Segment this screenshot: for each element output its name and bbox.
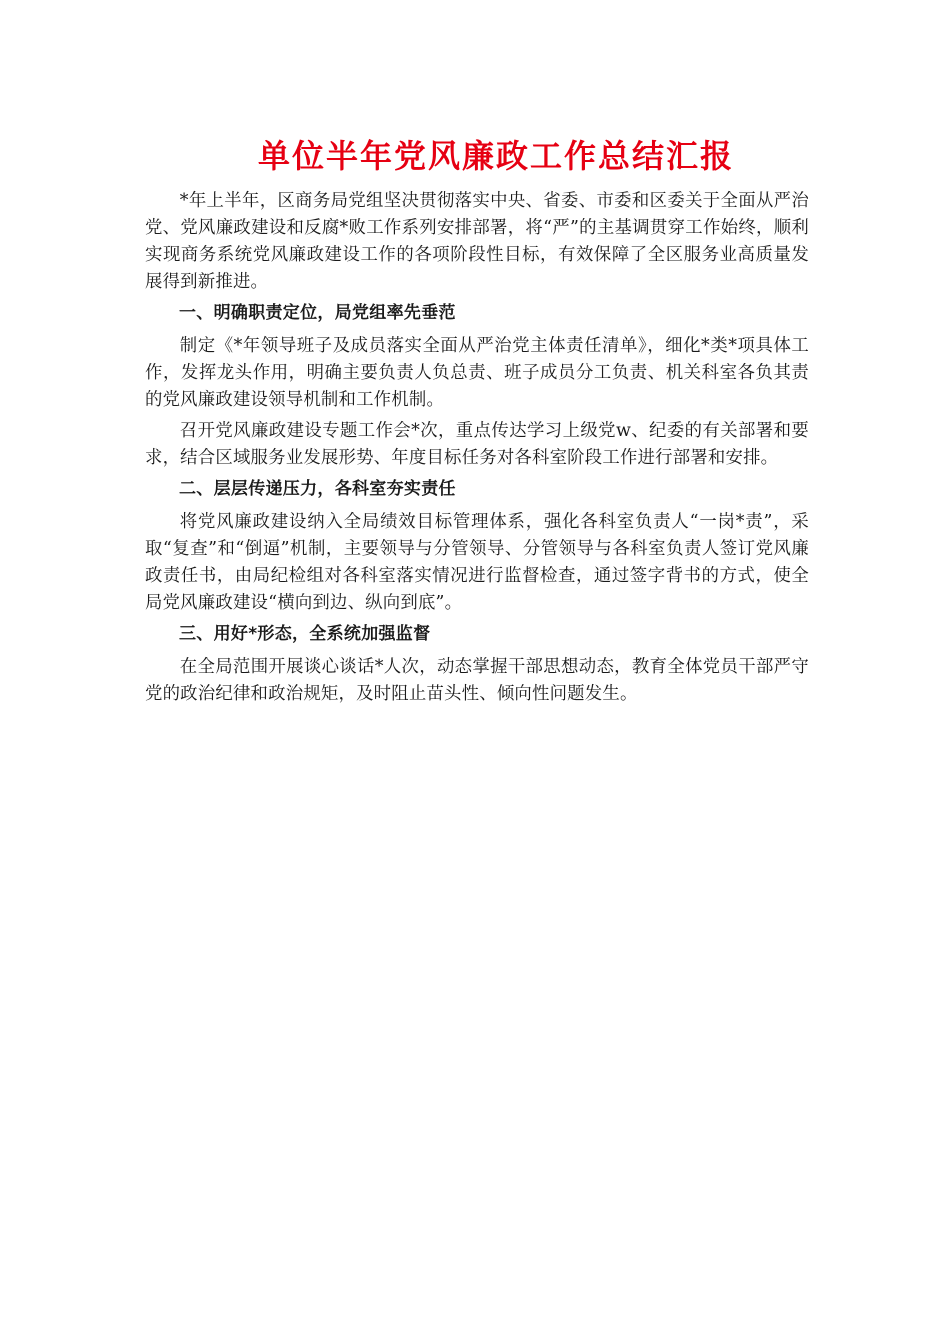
section-2 [145,476,809,617]
section-1 [145,300,809,472]
section-paragraph: 在全局范围开展谈心谈话*人次，动态掌握干部思想动态，教育全体党员干部严守党的政治纪律和政治规矩，及时阻止苗头性、倾向性问题发生。 [145,657,809,704]
document-page [145,128,809,712]
section-heading: 三、用好*形态，全系统加强监督 [179,624,431,644]
section-paragraph: 召开党风廉政建设专题工作会*次，重点传达学习上级党w、纪委的有关部署和要求，结合区域服务业发展形势、年度目标任务对各科室阶段工作进行部署和安排。 [145,421,809,468]
section-paragraph: 将党风廉政建设纳入全局绩效目标管理体系，强化各科室负责人“一岗*责”，采取“复查”和“倒逼”机制，主要领导与分管领导、分管领导与各科室负责人签订党风廉政责任书，由局纪检组对各科室落实情况进行监督检查，通过签字背书的方式，使全局党风廉政建设“横向到边、纵向到底”。 [145,512,809,613]
section-paragraph: 制定《*年领导班子及成员落实全面从严治党主体责任清单》，细化*类*项具体工作，发挥龙头作用，明确主要负责人负总责、班子成员分工负责、机关科室各负其责的党风廉政建设领导机制和工作机制。 [145,336,809,410]
intro-paragraph: *年上半年，区商务局党组坚决贯彻落实中央、省委、市委和区委关于全面从严治党、党风廉政建设和反腐*败工作系列安排部署，将“严”的主基调贯穿工作始终，顺利实现商务系统党风廉政建设工作的各项阶段性目标，有效保障了全区服务业高质量发展得到新推进。 [145,191,809,292]
document-title: 单位半年党风廉政工作总结汇报 [257,137,734,175]
section-heading: 二、层层传递压力，各科室夯实责任 [179,479,456,499]
section-heading: 一、明确职责定位，局党组率先垂范 [179,303,456,323]
section-3 [145,621,809,708]
